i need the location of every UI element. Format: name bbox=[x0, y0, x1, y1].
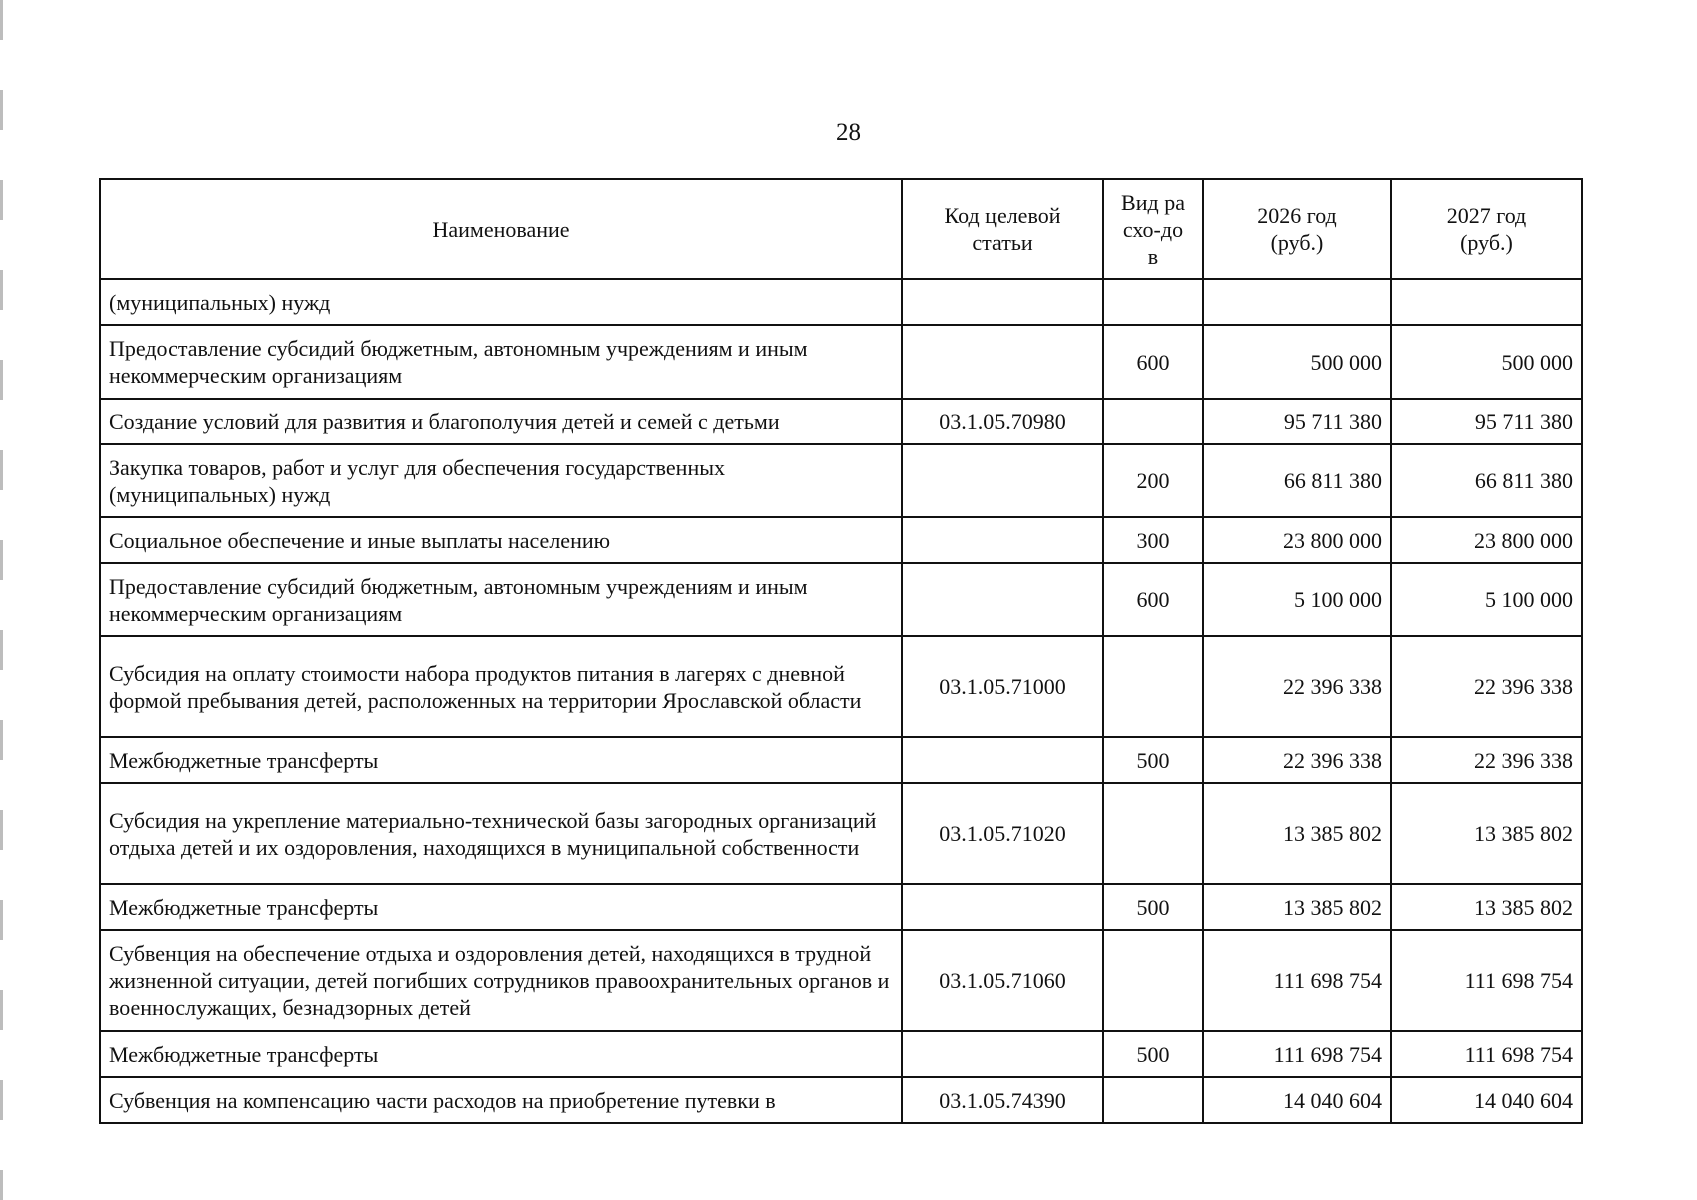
row-2027: 95 711 380 bbox=[1391, 399, 1582, 444]
header-code-label: Код целевой статьи bbox=[944, 203, 1061, 255]
row-name: Закупка товаров, работ и услуг для обеспечения государственных (муниципальных) нужд bbox=[100, 444, 902, 517]
row-code bbox=[902, 737, 1103, 783]
budget-table bbox=[99, 178, 1583, 1124]
row-2027: 23 800 000 bbox=[1391, 517, 1582, 563]
table-row bbox=[100, 279, 1582, 325]
row-name: (муниципальных) нужд bbox=[100, 279, 902, 325]
header-kind bbox=[1103, 179, 1203, 279]
row-2026: 13 385 802 bbox=[1203, 783, 1391, 884]
row-name: Социальное обеспечение и иные выплаты населению bbox=[100, 517, 902, 563]
row-2026: 23 800 000 bbox=[1203, 517, 1391, 563]
row-2026: 14 040 604 bbox=[1203, 1077, 1391, 1123]
table-row bbox=[100, 737, 1582, 783]
row-2027: 5 100 000 bbox=[1391, 563, 1582, 636]
row-2027: 14 040 604 bbox=[1391, 1077, 1582, 1123]
header-code bbox=[902, 179, 1103, 279]
row-2027: 111 698 754 bbox=[1391, 930, 1582, 1031]
row-kind: 500 bbox=[1103, 737, 1203, 783]
row-code bbox=[902, 279, 1103, 325]
row-name: Субвенция на компенсацию части расходов на приобретение путевки в bbox=[100, 1077, 902, 1123]
table-row bbox=[100, 399, 1582, 444]
row-name: Межбюджетные трансферты bbox=[100, 1031, 902, 1077]
table-row bbox=[100, 636, 1582, 737]
row-2027 bbox=[1391, 279, 1582, 325]
row-code: 03.1.05.74390 bbox=[902, 1077, 1103, 1123]
header-2026-label: 2026 год (руб.) bbox=[1257, 203, 1337, 255]
header-2027 bbox=[1391, 179, 1582, 279]
page-number: 28 bbox=[836, 119, 861, 146]
row-2027: 22 396 338 bbox=[1391, 737, 1582, 783]
header-kind-label: Вид расхо-дов bbox=[1121, 189, 1185, 269]
row-kind bbox=[1103, 930, 1203, 1031]
table-header-row bbox=[100, 179, 1582, 279]
row-2027: 13 385 802 bbox=[1391, 884, 1582, 930]
row-name: Предоставление субсидий бюджетным, автономным учреждениям и иным некоммерческим организациям bbox=[100, 563, 902, 636]
row-2026: 500 000 bbox=[1203, 325, 1391, 399]
row-2026 bbox=[1203, 279, 1391, 325]
row-name: Субсидия на укрепление материально-технической базы загородных организаций отдыха детей и их оздоровления, находящихся в муниципальной собственности bbox=[100, 783, 902, 884]
row-2026: 13 385 802 bbox=[1203, 884, 1391, 930]
row-kind bbox=[1103, 279, 1203, 325]
table-row bbox=[100, 517, 1582, 563]
row-2026: 5 100 000 bbox=[1203, 563, 1391, 636]
row-kind bbox=[1103, 783, 1203, 884]
row-code bbox=[902, 444, 1103, 517]
header-2026 bbox=[1203, 179, 1391, 279]
row-kind: 600 bbox=[1103, 325, 1203, 399]
row-2026: 95 711 380 bbox=[1203, 399, 1391, 444]
table-row bbox=[100, 884, 1582, 930]
table-row bbox=[100, 783, 1582, 884]
row-2026: 66 811 380 bbox=[1203, 444, 1391, 517]
row-name: Межбюджетные трансферты bbox=[100, 737, 902, 783]
row-code: 03.1.05.70980 bbox=[902, 399, 1103, 444]
table-row bbox=[100, 930, 1582, 1031]
row-kind: 600 bbox=[1103, 563, 1203, 636]
scan-edge-artifact bbox=[0, 0, 3, 1200]
row-2027: 13 385 802 bbox=[1391, 783, 1582, 884]
row-name: Межбюджетные трансферты bbox=[100, 884, 902, 930]
table-row bbox=[100, 1077, 1582, 1123]
row-kind bbox=[1103, 1077, 1203, 1123]
row-kind: 500 bbox=[1103, 884, 1203, 930]
table-row bbox=[100, 563, 1582, 636]
row-code: 03.1.05.71020 bbox=[902, 783, 1103, 884]
row-2026: 22 396 338 bbox=[1203, 737, 1391, 783]
row-name: Предоставление субсидий бюджетным, автономным учреждениям и иным некоммерческим организациям bbox=[100, 325, 902, 399]
row-code bbox=[902, 884, 1103, 930]
row-name: Субсидия на оплату стоимости набора продуктов питания в лагерях с дневной формой пребывания детей, расположенных на территории Ярославской области bbox=[100, 636, 902, 737]
row-kind: 300 bbox=[1103, 517, 1203, 563]
row-kind bbox=[1103, 636, 1203, 737]
row-name: Создание условий для развития и благополучия детей и семей с детьми bbox=[100, 399, 902, 444]
row-2026: 111 698 754 bbox=[1203, 1031, 1391, 1077]
row-code bbox=[902, 563, 1103, 636]
header-2027-label: 2027 год (руб.) bbox=[1446, 203, 1527, 255]
row-code: 03.1.05.71000 bbox=[902, 636, 1103, 737]
row-kind bbox=[1103, 399, 1203, 444]
row-code bbox=[902, 325, 1103, 399]
table-row bbox=[100, 1031, 1582, 1077]
row-2027: 111 698 754 bbox=[1391, 1031, 1582, 1077]
row-kind: 200 bbox=[1103, 444, 1203, 517]
row-code bbox=[902, 1031, 1103, 1077]
row-name: Субвенция на обеспечение отдыха и оздоровления детей, находящихся в трудной жизненной ситуации, детей погибших сотрудников правоохранительных органов и военнослужащих, безнадзорных детей bbox=[100, 930, 902, 1031]
table-row bbox=[100, 444, 1582, 517]
row-code: 03.1.05.71060 bbox=[902, 930, 1103, 1031]
row-2027: 500 000 bbox=[1391, 325, 1582, 399]
header-name: Наименование bbox=[100, 179, 902, 279]
row-kind: 500 bbox=[1103, 1031, 1203, 1077]
row-2027: 66 811 380 bbox=[1391, 444, 1582, 517]
table-row bbox=[100, 325, 1582, 399]
row-2026: 22 396 338 bbox=[1203, 636, 1391, 737]
row-2026: 111 698 754 bbox=[1203, 930, 1391, 1031]
row-code bbox=[902, 517, 1103, 563]
row-2027: 22 396 338 bbox=[1391, 636, 1582, 737]
